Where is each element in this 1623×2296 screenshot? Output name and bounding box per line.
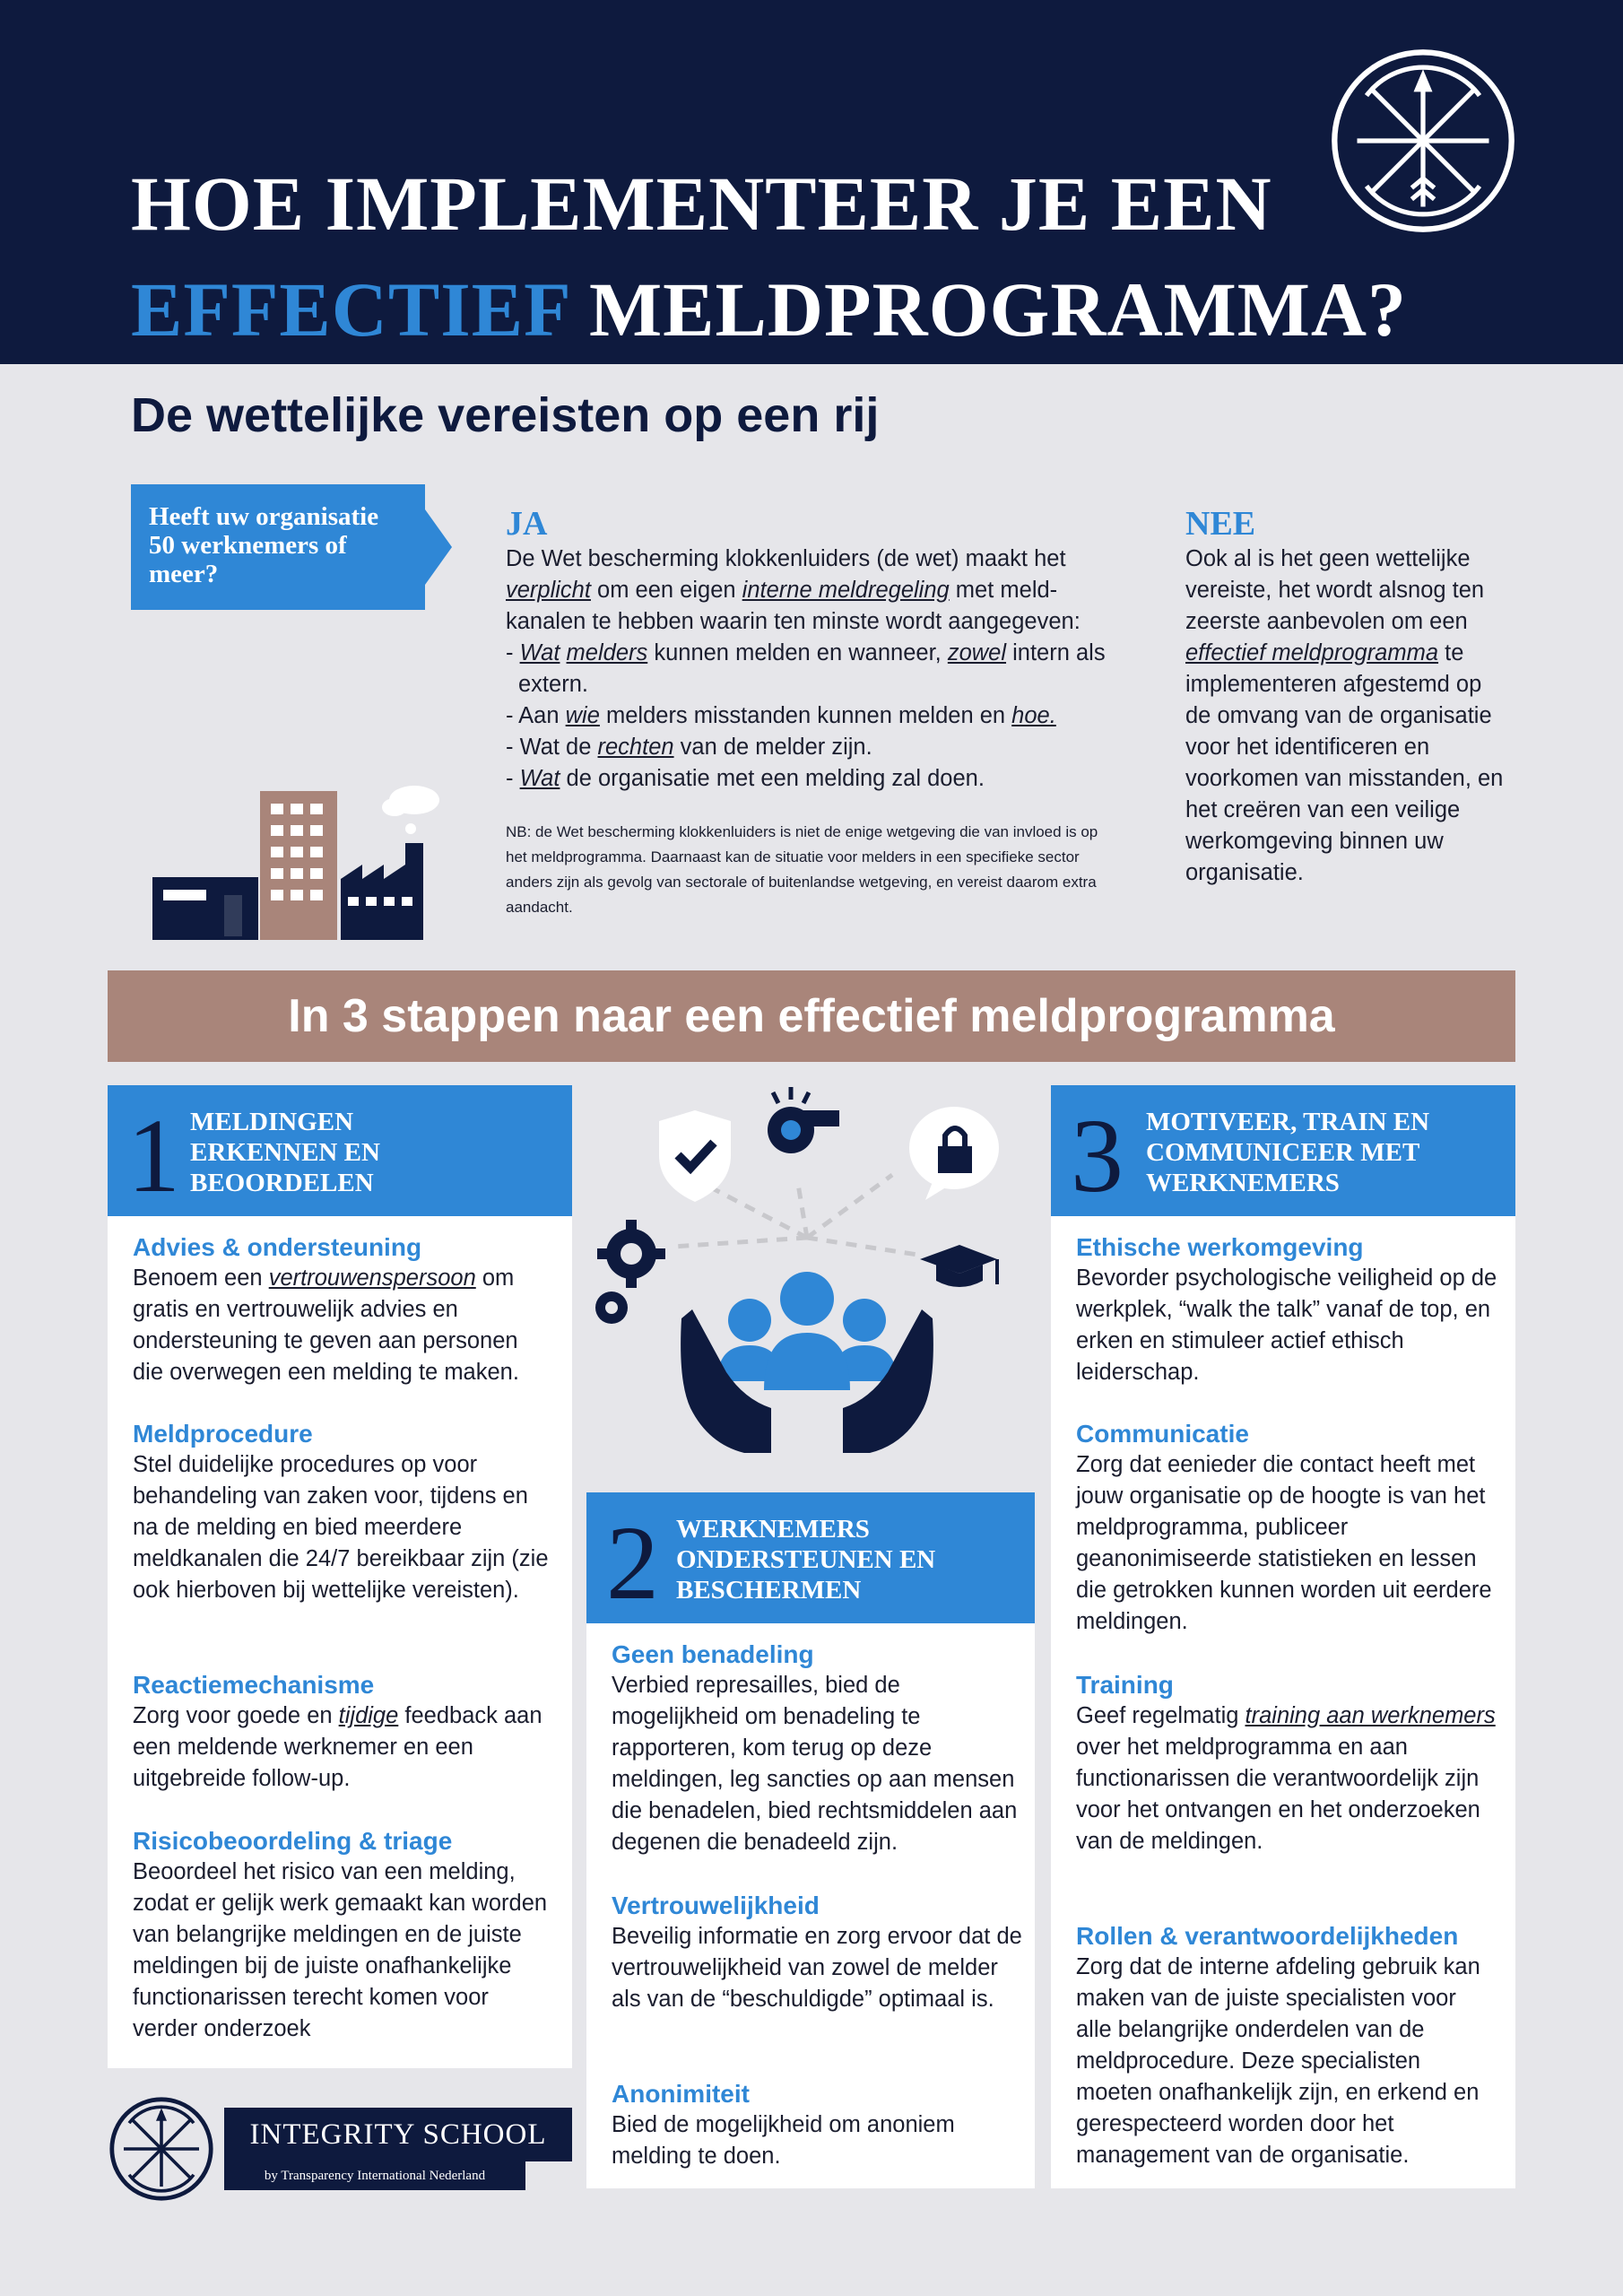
section-text: Bied de mogelijkheid om anoniem melding te doen. bbox=[612, 2112, 955, 2169]
step-3-section bbox=[1076, 1670, 1497, 1857]
step-2-section bbox=[612, 2079, 1033, 2172]
section-title: Vertrouwelijkheid bbox=[612, 1892, 820, 1919]
step-2-number: 2 bbox=[606, 1504, 659, 1622]
no-heading: NEE bbox=[1185, 505, 1256, 543]
question-box: Heeft uw organisatie 50 werknemers of meer? bbox=[131, 484, 425, 610]
step-2-section bbox=[612, 1639, 1033, 1858]
section-text: Zorg dat eenieder die contact heeft met jouw organisatie op de hoogte is van het meldprogramma, publiceer geanonimiseerde statistieken en lessen die getrokken kunnen worden uit eerdere meldingen. bbox=[1076, 1452, 1492, 1634]
brand-subtitle-box bbox=[224, 2161, 525, 2190]
step-2-section bbox=[612, 1891, 1033, 2015]
factory-buildings-illustration bbox=[151, 780, 447, 940]
section-text: Verbied represailles, bied de mogelijkheid om benadeling te rapporteren, kom terug op deze meldingen, leg sancties op aan mensen die benadelen, bied rechtsmiddelen aan degenen die benadeeld zijn. bbox=[612, 1673, 1018, 1855]
section-title: Ethische werkomgeving bbox=[1076, 1233, 1364, 1261]
integrity-school-logo-icon bbox=[108, 2095, 215, 2203]
step-3-card bbox=[1051, 1085, 1515, 2188]
step-3-section bbox=[1076, 1419, 1497, 1638]
section-text: Geef regelmatig training aan werknemers over het meldprogramma en aan functionarissen die verantwoordelijk zijn voor het ontvangen en het onderzoeken van de meldingen. bbox=[1076, 1703, 1496, 1854]
section-title: Training bbox=[1076, 1671, 1174, 1699]
list-item: - Wat melders kunnen melden en wanneer, zowel intern als extern. bbox=[506, 640, 1106, 697]
section-title: Anonimiteit bbox=[612, 2080, 750, 2108]
yes-list bbox=[506, 638, 1115, 795]
no-body bbox=[1185, 544, 1508, 889]
list-item: - Wat de organisatie met een melding zal doen. bbox=[506, 766, 985, 791]
steps-banner-text: In 3 stappen naar een effectief meldprogramma bbox=[288, 990, 1335, 1042]
section-title: Geen benadeling bbox=[612, 1640, 814, 1668]
no-text-b: te implementeren afgestemd op de omvang van de organisatie voor het identificeren en voorkomen van misstanden, en het creëren van een veilige werkomgeving binnen uw organisatie. bbox=[1185, 640, 1504, 885]
step-2-card bbox=[586, 1492, 1035, 2188]
title-accent: EFFECTIEF bbox=[131, 266, 569, 352]
yes-body bbox=[506, 544, 1115, 795]
section-title: Risicobeoordeling & triage bbox=[133, 1827, 453, 1855]
title-line-2-rest: MELDPROGRAMMA? bbox=[568, 266, 1408, 352]
step-3-header bbox=[1051, 1085, 1515, 1216]
section-text: Beoordeel het risico van een melding, zodat er gelijk werk gemaakt kan worden van belangrijke meldingen en de juiste meldingen bij de juiste onafhankelijke functionarissen terecht komen voor verder onderzoek bbox=[133, 1859, 548, 2041]
section-text: Stel duidelijke procedures op voor behandeling van zaken voor, tijdens en na de melding en bied meerdere meldkanalen die 24/7 bereikbaar zijn (zie ook hierboven bij wettelijke vereisten). bbox=[133, 1452, 549, 1603]
steps-banner bbox=[108, 970, 1515, 1062]
no-emphasis: effectief meldprogramma bbox=[1185, 640, 1439, 665]
section-heading-legal: De wettelijke vereisten op een rij bbox=[131, 388, 880, 442]
step-1-header bbox=[108, 1085, 572, 1216]
list-item: - Aan wie melders misstanden kunnen melden en hoe. bbox=[506, 703, 1056, 728]
legal-footnote: NB: de Wet bescherming klokkenluiders is niet de enige wetgeving die van invloed is op het meldprogramma. Daarnaast kan de situatie voor melders in een specifieke sector anders zijn als gevolg van sectorale of buitenlandse wetgeving, en vereist daarom extra aandacht. bbox=[506, 823, 1098, 916]
section-text: Zorg dat de interne afdeling gebruik kan maken van de juiste specialisten voor alle belangrijke onderdelen van de meldprocedure. Deze specialisten moeten onafhankelijk zijn, en erkend en gerespecteerd worden door het management van de organisatie. bbox=[1076, 1954, 1480, 2168]
title-line-1: HOE IMPLEMENTEER JE EEN bbox=[131, 161, 1272, 247]
step-1-number: 1 bbox=[127, 1097, 180, 1214]
yes-emphasis-2: interne meldregeling bbox=[742, 578, 950, 603]
step-2-header bbox=[586, 1492, 1035, 1623]
page-title bbox=[131, 151, 1407, 362]
team-support-illustration bbox=[592, 1085, 1022, 1462]
compass-arrow-logo-icon bbox=[1329, 47, 1517, 235]
brand-subtitle: by Transparency International Nederland bbox=[264, 2169, 486, 2183]
section-title: Meldprocedure bbox=[133, 1420, 313, 1448]
yes-text-a: De Wet bescherming klokkenluiders (de wet) maakt het bbox=[506, 546, 1066, 571]
yes-emphasis-1: verplicht bbox=[506, 578, 591, 603]
brand-name: INTEGRITY SCHOOL bbox=[249, 2118, 547, 2151]
section-title: Advies & ondersteuning bbox=[133, 1233, 422, 1261]
brand-name-box bbox=[224, 2108, 572, 2161]
step-1-card bbox=[108, 1085, 572, 2068]
header-band bbox=[0, 0, 1623, 364]
section-title: Reactiemechanisme bbox=[133, 1671, 375, 1699]
step-3-title: MOTIVEER, TRAIN EN COMMUNICEER MET WERKNEMERS bbox=[1146, 1108, 1430, 1197]
yes-text-c: met meld-kanalen te hebben waarin ten minste wordt aangegeven: bbox=[506, 578, 1081, 634]
step-1-section bbox=[133, 1670, 554, 1795]
step-3-section bbox=[1076, 1921, 1497, 2171]
section-title: Rollen & verantwoordelijkheden bbox=[1076, 1922, 1459, 1950]
step-2-title: WERKNEMERS ONDERSTEUNEN EN BESCHERMEN bbox=[676, 1515, 936, 1605]
section-text: Beveilig informatie en zorg ervoor dat de vertrouwelijkheid van zowel de melder als van de “beschuldigde” optimaal is. bbox=[612, 1924, 1022, 2012]
section-text: Benoem een vertrouwenspersoon om gratis en vertrouwelijk advies en ondersteuning te geven aan personen die overwegen een melding te maken. bbox=[133, 1265, 519, 1385]
list-item: - Wat de rechten van de melder zijn. bbox=[506, 735, 872, 760]
question-arrow bbox=[425, 509, 452, 585]
step-1-section bbox=[133, 1232, 554, 1388]
yes-text-b: om een eigen bbox=[590, 578, 742, 603]
title-line-2 bbox=[131, 257, 1407, 362]
step-3-section bbox=[1076, 1232, 1497, 1388]
no-text-a: Ook al is het geen wettelijke vereiste, het wordt alsnog ten zeerste aanbevolen om een bbox=[1185, 546, 1485, 634]
step-1-section bbox=[133, 1419, 554, 1606]
step-1-section bbox=[133, 1826, 554, 2045]
step-3-number: 3 bbox=[1071, 1097, 1124, 1214]
section-text: Zorg voor goede en tijdige feedback aan een meldende werknemer en een uitgebreide follow-up. bbox=[133, 1703, 542, 1791]
section-text: Bevorder psychologische veiligheid op de werkplek, “walk the talk” vanaf de top, en erken en stimuleer actief ethisch leiderschap. bbox=[1076, 1265, 1497, 1385]
section-title: Communicatie bbox=[1076, 1420, 1249, 1448]
step-1-title: MELDINGEN ERKENNEN EN BEOORDELEN bbox=[190, 1108, 380, 1197]
yes-heading: JA bbox=[506, 505, 548, 543]
